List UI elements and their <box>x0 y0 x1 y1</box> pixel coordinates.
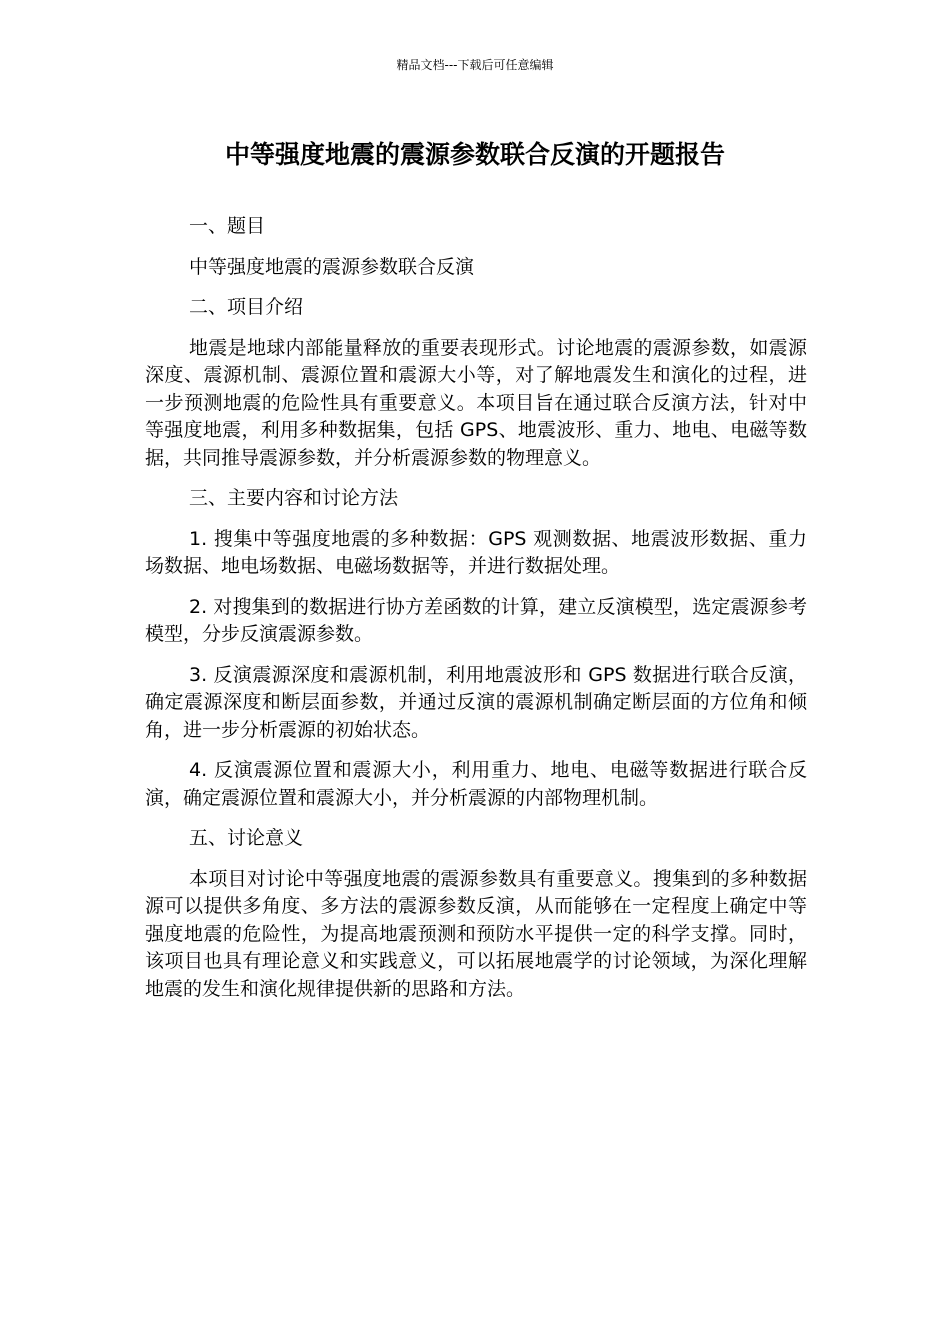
method-item-2: 2. 对搜集到的数据进行协方差函数的计算，建立反演模型，选定震源参考模型，分步反演震源参数。 <box>145 595 807 645</box>
method-item-1: 1. 搜集中等强度地震的多种数据：GPS 观测数据、地震波形数据、重力场数据、地电场数据、电磁场数据等，并进行数据处理。 <box>145 527 807 577</box>
section-heading-topic: 一、题目 <box>189 215 266 237</box>
topic-text: 中等强度地震的震源参数联合反演 <box>189 255 475 278</box>
introduction-paragraph: 地震是地球内部能量释放的重要表现形式。讨论地震的震源参数，如震源深度、震源机制、震源位置和震源大小等，对了解地震发生和演化的过程，进一步预测地震的危险性具有重要意义。本项目旨在通过联合反演方法，针对中等强度地震，利用多种数据集，包括 GPS、地震波形、重力、地电、电磁等数据，共同推导震源参数，并分析震源参数的物理意义。 <box>145 336 807 469</box>
significance-paragraph: 本项目对讨论中等强度地震的震源参数具有重要意义。搜集到的多种数据源可以提供多角度、多方法的震源参数反演，从而能够在一定程度上确定中等强度地震的危险性，为提高地震预测和预防水平提供一定的科学支撑。同时，该项目也具有理论意义和实践意义，可以拓展地震学的讨论领域，为深化理解地震的发生和演化规律提供新的思路和方法。 <box>145 867 807 1000</box>
section-heading-significance: 五、讨论意义 <box>189 827 304 849</box>
header-note: 精品文档---下载后可任意编辑 <box>396 58 554 72</box>
document-body <box>145 213 807 1016</box>
section-heading-content-methods: 三、主要内容和讨论方法 <box>189 487 399 509</box>
method-item-4: 4. 反演震源位置和震源大小，利用重力、地电、电磁等数据进行联合反演，确定震源位置和震源大小，并分析震源的内部物理机制。 <box>145 759 807 809</box>
method-item-3: 3. 反演震源深度和震源机制，利用地震波形和 GPS 数据进行联合反演，确定震源深度和断层面参数，并通过反演的震源机制确定断层面的方位角和倾角，进一步分析震源的初始状态。 <box>145 663 807 741</box>
section-heading-introduction: 二、项目介绍 <box>189 296 304 318</box>
document-title: 中等强度地震的震源参数联合反演的开题报告 <box>224 140 725 169</box>
